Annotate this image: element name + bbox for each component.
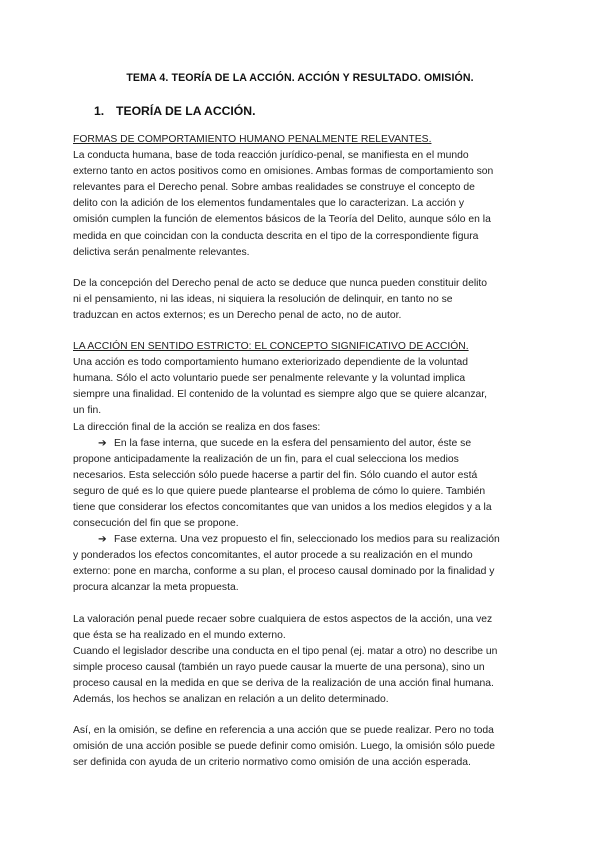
text-line: consecución del fin que se propone.: [73, 518, 239, 530]
bullet-item: [73, 532, 529, 548]
text-line: De la concepción del Derecho penal de acto se deduce que nunca pueden constituir delito: [73, 277, 488, 289]
text-line: delictiva serán penalmente relevantes.: [73, 246, 250, 258]
bullet-text: En la fase interna, que sucede en la esfera del pensamiento del autor, éste se: [114, 437, 472, 449]
arrow-bullet-icon: ➔: [98, 437, 107, 449]
text-line: necesarios. Esta selección sólo puede hacerse a partir del fin. Sólo cuando el autor está: [73, 469, 478, 481]
bullet-item: [73, 436, 529, 452]
bullet-text: Fase externa. Una vez propuesto el fin, seleccionado los medios para su realización: [114, 534, 500, 546]
text-line: medida en que coincidan con la conducta descrita en el tipo de la correspondiente figura: [73, 230, 479, 242]
text-line: relevantes para el Derecho penal. Sobre ambas realidades se construye el concepto de: [73, 182, 475, 194]
subsection-title: FORMAS DE COMPORTAMIENTO HUMANO PENALMENTE RELEVANTES.: [73, 134, 432, 145]
text-line: ni el pensamiento, ni las ideas, ni siquiera la resolución de delinquir, en tanto no se: [73, 293, 453, 305]
text-line: propone anticipadamente la realización de un fin, para el cual selecciona los medios: [73, 453, 459, 465]
text-line: y ponderados los efectos concomitantes, el autor procede a su realización en el mundo: [73, 550, 473, 562]
heading-text: TEORÍA DE LA ACCIÓN.: [116, 104, 256, 118]
text-line: Cuando el legislador describe una conducta en el tipo penal (ej. matar a otro) no describe un: [73, 645, 498, 657]
text-line: La valoración penal puede recaer sobre cualquiera de estos aspectos de la acción, una vez: [73, 613, 493, 625]
text-line: traduzcan en actos externos; es un Derecho penal de acto, no de autor.: [73, 309, 402, 321]
text-line: Además, los hechos se analizan en relación a un delito determinado.: [73, 694, 389, 705]
text-line: proceso causal en la medida en que se deriva de la realización de una acción final humana.: [73, 677, 494, 689]
section-heading: [94, 104, 255, 118]
heading-number: 1.: [94, 104, 105, 118]
text-line: seguro de qué es lo que quiere puede plantearse el problema de cómo lo quiere. También: [73, 485, 486, 497]
text-line: procura alcanzar la meta propuesta.: [73, 582, 239, 594]
paragraph-spacer: [73, 708, 529, 723]
text-line: La dirección final de la acción se realiza en dos fases:: [73, 421, 321, 433]
text-line: omisión cumplen la función de elementos básicos de la Teoría del Delito, aunque sólo en la: [73, 214, 491, 226]
text-line: simple proceso causal (también un rayo puede causar la muerte de una persona), sino un: [73, 661, 485, 673]
text-line: un fin.: [73, 405, 102, 417]
arrow-bullet-icon: ➔: [98, 534, 107, 546]
document-title: TEMA 4. TEORÍA DE LA ACCIÓN. ACCIÓN Y RESULTADO. OMISIÓN.: [126, 72, 474, 84]
text-line: humana. Sólo el acto voluntario puede ser penalmente relevante y la voluntad implica: [73, 373, 466, 385]
text-line: La conducta humana, base de toda reacción jurídico-penal, se manifiesta en el mundo: [73, 150, 469, 162]
text-line: externo tanto en actos positivos como en omisiones. Ambas formas de comportamiento son: [73, 166, 494, 178]
subsection-title: LA ACCIÓN EN SENTIDO ESTRICTO: EL CONCEPTO SIGNIFICATIVO DE ACCIÓN.: [73, 341, 469, 353]
text-line: Una acción es todo comportamiento humano exteriorizado dependiente de la voluntad: [73, 357, 469, 369]
paragraph-spacer: [73, 597, 529, 612]
text-line: que ésta se ha realizado en el mundo externo.: [73, 629, 286, 641]
text-line: tiene que considerar los efectos concomitantes que van unidos a los medios elegidos y a la: [73, 501, 492, 513]
paragraph-spacer: [73, 324, 529, 339]
document-body: [73, 132, 529, 771]
text-line: omisión de una acción posible se puede definir como omisión. Luego, la omisión sólo puede: [73, 741, 496, 753]
text-line: siempre una finalidad. El contenido de la voluntad es siempre algo que se quiere alcanzar,: [73, 389, 488, 401]
text-line: externo: pone en marcha, conforme a su plan, el proceso causal dominado por la finalidad y: [73, 566, 495, 578]
text-line: ser definida con ayuda de un criterio normativo como omisión de una acción esperada.: [73, 757, 471, 769]
text-line: Así, en la omisión, se define en referencia a una acción que se puede realizar. Pero no toda: [73, 725, 494, 737]
text-line: delito con la adición de los elementos fundamentales que lo caracterizan. La acción y: [73, 198, 465, 210]
paragraph-spacer: [73, 261, 529, 276]
